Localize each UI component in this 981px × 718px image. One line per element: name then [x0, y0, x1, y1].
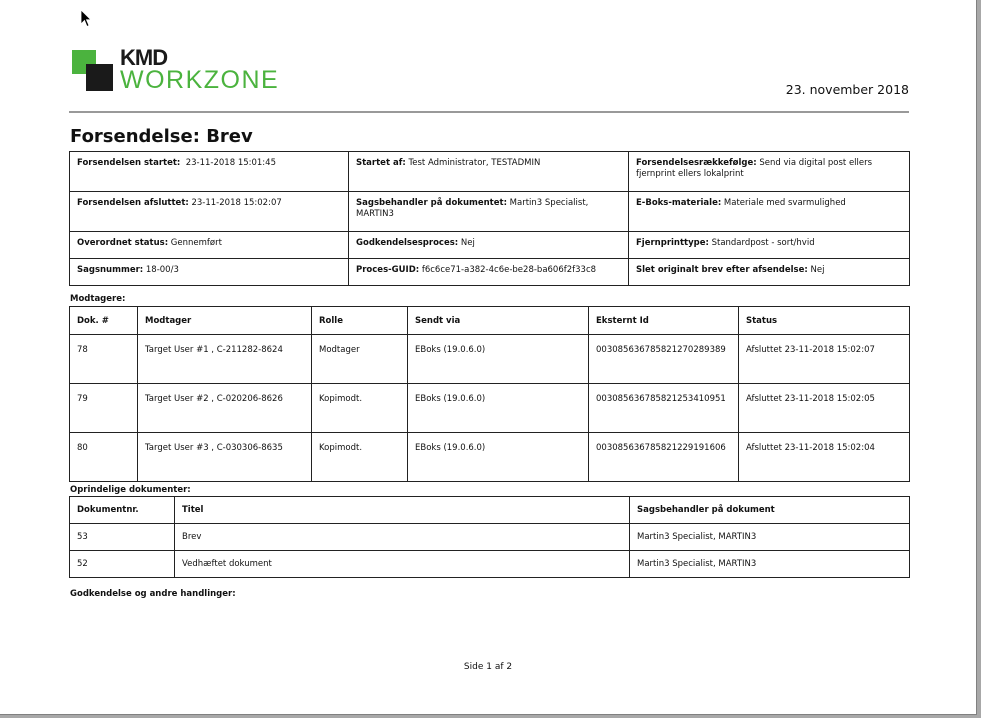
documents-section-label: Oprindelige dokumenter:: [70, 485, 191, 495]
info-value: Nej: [807, 265, 825, 275]
info-value: Test Administrator, TESTADMIN: [405, 158, 541, 168]
table-header-row: [70, 497, 910, 524]
cell-external-id: 003085636785821270289389: [589, 335, 739, 384]
info-label: Godkendelsesproces:: [356, 238, 459, 248]
cell-recipient: Target User #3 , C-030306-8635: [138, 433, 312, 482]
logo-product-text: WORKZONE: [120, 66, 280, 94]
original-documents-table: [69, 496, 910, 578]
info-label: Forsendelsesrækkefølge:: [636, 158, 757, 168]
info-label: Startet af:: [356, 158, 406, 168]
table-row: [70, 433, 910, 482]
kmd-workzone-logo: [72, 45, 302, 94]
cell-sent-via: EBoks (19.0.6.0): [408, 335, 589, 384]
info-cell-eboks-material: [629, 192, 910, 232]
column-header-external-id: Eksternt Id: [589, 307, 739, 335]
info-value: Gennemført: [168, 238, 222, 248]
info-value: Martin3 Specialist, MARTIN3: [356, 198, 589, 219]
column-header-role: Rolle: [312, 307, 408, 335]
cell-external-id: 003085636785821229191606: [589, 433, 739, 482]
info-label: E-Boks-materiale:: [636, 198, 722, 208]
cell-sent-via: EBoks (19.0.6.0): [408, 384, 589, 433]
document-date: 23. november 2018: [785, 82, 909, 97]
info-cell-approval-process: [349, 232, 629, 259]
logo-brand-text: KMD: [120, 45, 168, 70]
info-label: Sagsbehandler på dokumentet:: [356, 198, 507, 208]
page-number: Side 1 af 2: [463, 662, 513, 672]
recipients-table: [69, 306, 910, 482]
column-header-status: Status: [739, 307, 910, 335]
cell-role: Modtager: [312, 335, 408, 384]
cell-external-id: 003085636785821253410951: [589, 384, 739, 433]
cell-case-handler: Martin3 Specialist, MARTIN3: [630, 524, 910, 551]
cell-status: Afsluttet 23-11-2018 15:02:05: [739, 384, 910, 433]
info-cell-case-handler: [349, 192, 629, 232]
cell-status: Afsluttet 23-11-2018 15:02:07: [739, 335, 910, 384]
column-header-title: Titel: [175, 497, 630, 524]
info-label: Forsendelsen startet:: [77, 158, 181, 168]
info-label: Fjernprinttype:: [636, 238, 709, 248]
table-row: [70, 551, 910, 578]
info-label: Slet originalt brev efter afsendelse:: [636, 265, 808, 275]
cell-recipient: Target User #2 , C-020206-8626: [138, 384, 312, 433]
info-label: Overordnet status:: [77, 238, 169, 248]
info-value: Materiale med svarmulighed: [721, 198, 846, 208]
info-value: Nej: [458, 238, 475, 248]
cell-status: Afsluttet 23-11-2018 15:02:04: [739, 433, 910, 482]
info-label: Proces-GUID:: [356, 265, 420, 275]
recipients-section-label: Modtagere:: [70, 294, 126, 304]
info-row: [70, 152, 910, 192]
info-cell-overall-status: [70, 232, 349, 259]
info-cell-delete-original: [629, 259, 910, 286]
info-cell-case-number: [70, 259, 349, 286]
logo-dark-square: [86, 64, 113, 91]
column-header-document-no: Dokumentnr.: [70, 497, 175, 524]
info-cell-finished: [70, 192, 349, 232]
cell-sent-via: EBoks (19.0.6.0): [408, 433, 589, 482]
info-value: Send via digital post ellers fjernprint ellers lokalprint: [636, 158, 873, 179]
table-row: [70, 524, 910, 551]
info-cell-process-guid: [349, 259, 629, 286]
info-value: f6c6ce71-a382-4c6e-be28-ba606f2f33c8: [419, 265, 597, 275]
info-label: Sagsnummer:: [77, 265, 144, 275]
mouse-pointer-icon: [80, 9, 92, 28]
column-header-case-handler: Sagsbehandler på dokument: [630, 497, 910, 524]
shipment-info-table: [69, 151, 910, 286]
info-cell-started: [70, 152, 349, 192]
cell-title: Vedhæftet dokument: [175, 551, 630, 578]
column-header-doc-no: Dok. #: [70, 307, 138, 335]
cell-doc-no: 79: [70, 384, 138, 433]
cell-recipient: Target User #1 , C-211282-8624: [138, 335, 312, 384]
cell-doc-no: 80: [70, 433, 138, 482]
info-label: Forsendelsen afsluttet:: [77, 198, 189, 208]
cell-case-handler: Martin3 Specialist, MARTIN3: [630, 551, 910, 578]
info-value: 23-11-2018 15:01:45: [180, 158, 276, 168]
info-cell-started-by: [349, 152, 629, 192]
cell-role: Kopimodt.: [312, 433, 408, 482]
table-header-row: [70, 307, 910, 335]
cell-document-no: 53: [70, 524, 175, 551]
approvals-section-label: Godkendelse og andre handlinger:: [70, 589, 236, 599]
info-row: [70, 232, 910, 259]
cell-role: Kopimodt.: [312, 384, 408, 433]
page-title: Forsendelse: Brev: [70, 126, 253, 147]
info-value: Standardpost - sort/hvid: [708, 238, 815, 248]
info-cell-remote-print-type: [629, 232, 910, 259]
column-header-recipient: Modtager: [138, 307, 312, 335]
column-header-sent-via: Sendt via: [408, 307, 589, 335]
table-row: [70, 384, 910, 433]
header-divider: [69, 111, 909, 113]
table-row: [70, 335, 910, 384]
info-value: 23-11-2018 15:02:07: [188, 198, 282, 208]
info-cell-order: [629, 152, 910, 192]
cell-document-no: 52: [70, 551, 175, 578]
info-row: [70, 192, 910, 232]
cell-doc-no: 78: [70, 335, 138, 384]
info-value: 18-00/3: [143, 265, 179, 275]
info-row: [70, 259, 910, 286]
cell-title: Brev: [175, 524, 630, 551]
